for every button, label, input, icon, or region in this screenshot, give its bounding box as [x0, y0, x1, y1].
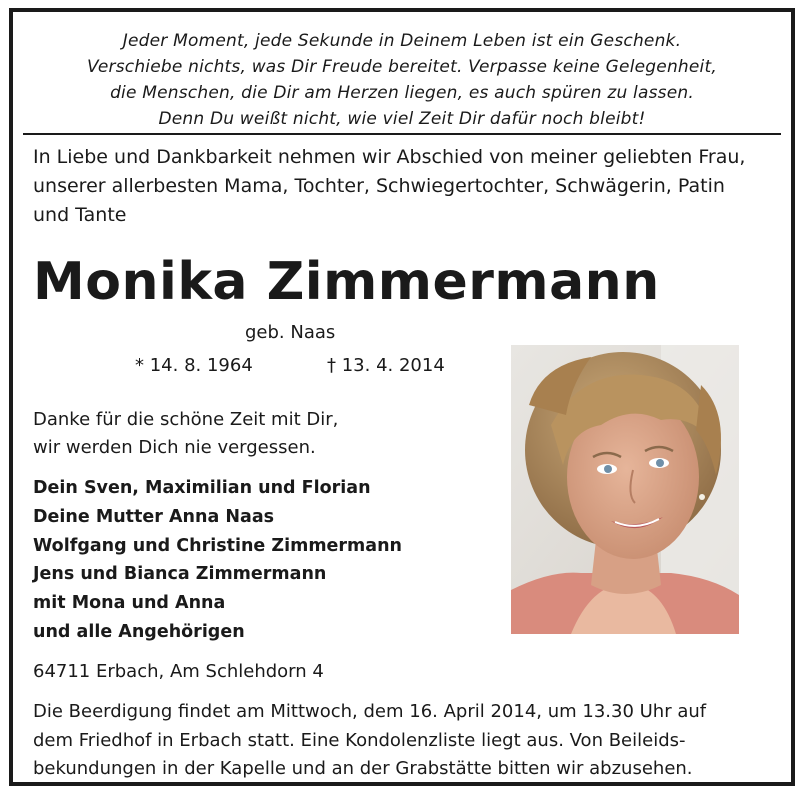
- death-date: † 13. 4. 2014: [327, 355, 445, 376]
- funeral-notice: [33, 698, 778, 784]
- address: 64711 Erbach, Am Schlehdorn 4: [33, 661, 324, 682]
- notice-line: Die Beerdigung findet am Mittwoch, dem 16. April 2014, um 13.30 Uhr auf: [33, 701, 707, 722]
- quote-line: die Menschen, die Dir am Herzen liegen, es auch spüren zu lassen.: [110, 83, 694, 103]
- divider-top: [23, 133, 781, 135]
- intro-line: unserer allerbesten Mama, Tochter, Schwiegertochter, Schwägerin, Patin: [33, 175, 725, 197]
- notice-line: bekundungen in der Kapelle und an der Grabstätte bitten wir abzusehen.: [33, 758, 693, 779]
- mourner-line: Dein Sven, Maximilian und Florian: [33, 478, 371, 498]
- mourner-line: mit Mona und Anna: [33, 593, 226, 614]
- intro-line: und Tante: [33, 204, 127, 226]
- quote-block: [13, 28, 791, 132]
- mourners-list: [33, 474, 402, 647]
- intro-line: In Liebe und Dankbarkeit nehmen wir Abschied von meiner geliebten Frau,: [33, 146, 746, 168]
- thanks-text: [33, 406, 338, 462]
- intro-text: [33, 143, 773, 230]
- mourner-line: Wolfgang und Christine Zimmermann: [33, 535, 403, 556]
- mourner-line: Jens und Bianca Zimmermann: [33, 564, 327, 585]
- deceased-name: Monika Zimmermann: [33, 252, 660, 312]
- birth-date: * 14. 8. 1964: [135, 355, 253, 376]
- quote-line: Denn Du weißt nicht, wie viel Zeit Dir dafür noch bleibt!: [158, 109, 646, 129]
- obituary-frame: [9, 8, 795, 786]
- mourner-line: Deine Mutter Anna Naas: [33, 506, 275, 527]
- thanks-line: wir werden Dich nie vergessen.: [33, 437, 316, 458]
- maiden-name: geb. Naas: [245, 322, 336, 343]
- portrait-photo: [511, 345, 739, 634]
- thanks-line: Danke für die schöne Zeit mit Dir,: [33, 409, 339, 430]
- quote-line: Verschiebe nichts, was Dir Freude bereitet. Verpasse keine Gelegenheit,: [87, 57, 717, 77]
- mourner-line: und alle Angehörigen: [33, 621, 245, 642]
- notice-line: dem Friedhof in Erbach statt. Eine Kondolenzliste liegt aus. Von Beileids-: [33, 729, 686, 751]
- quote-line: Jeder Moment, jede Sekunde in Deinem Leben ist ein Geschenk.: [122, 31, 682, 51]
- portrait-image: [511, 345, 739, 634]
